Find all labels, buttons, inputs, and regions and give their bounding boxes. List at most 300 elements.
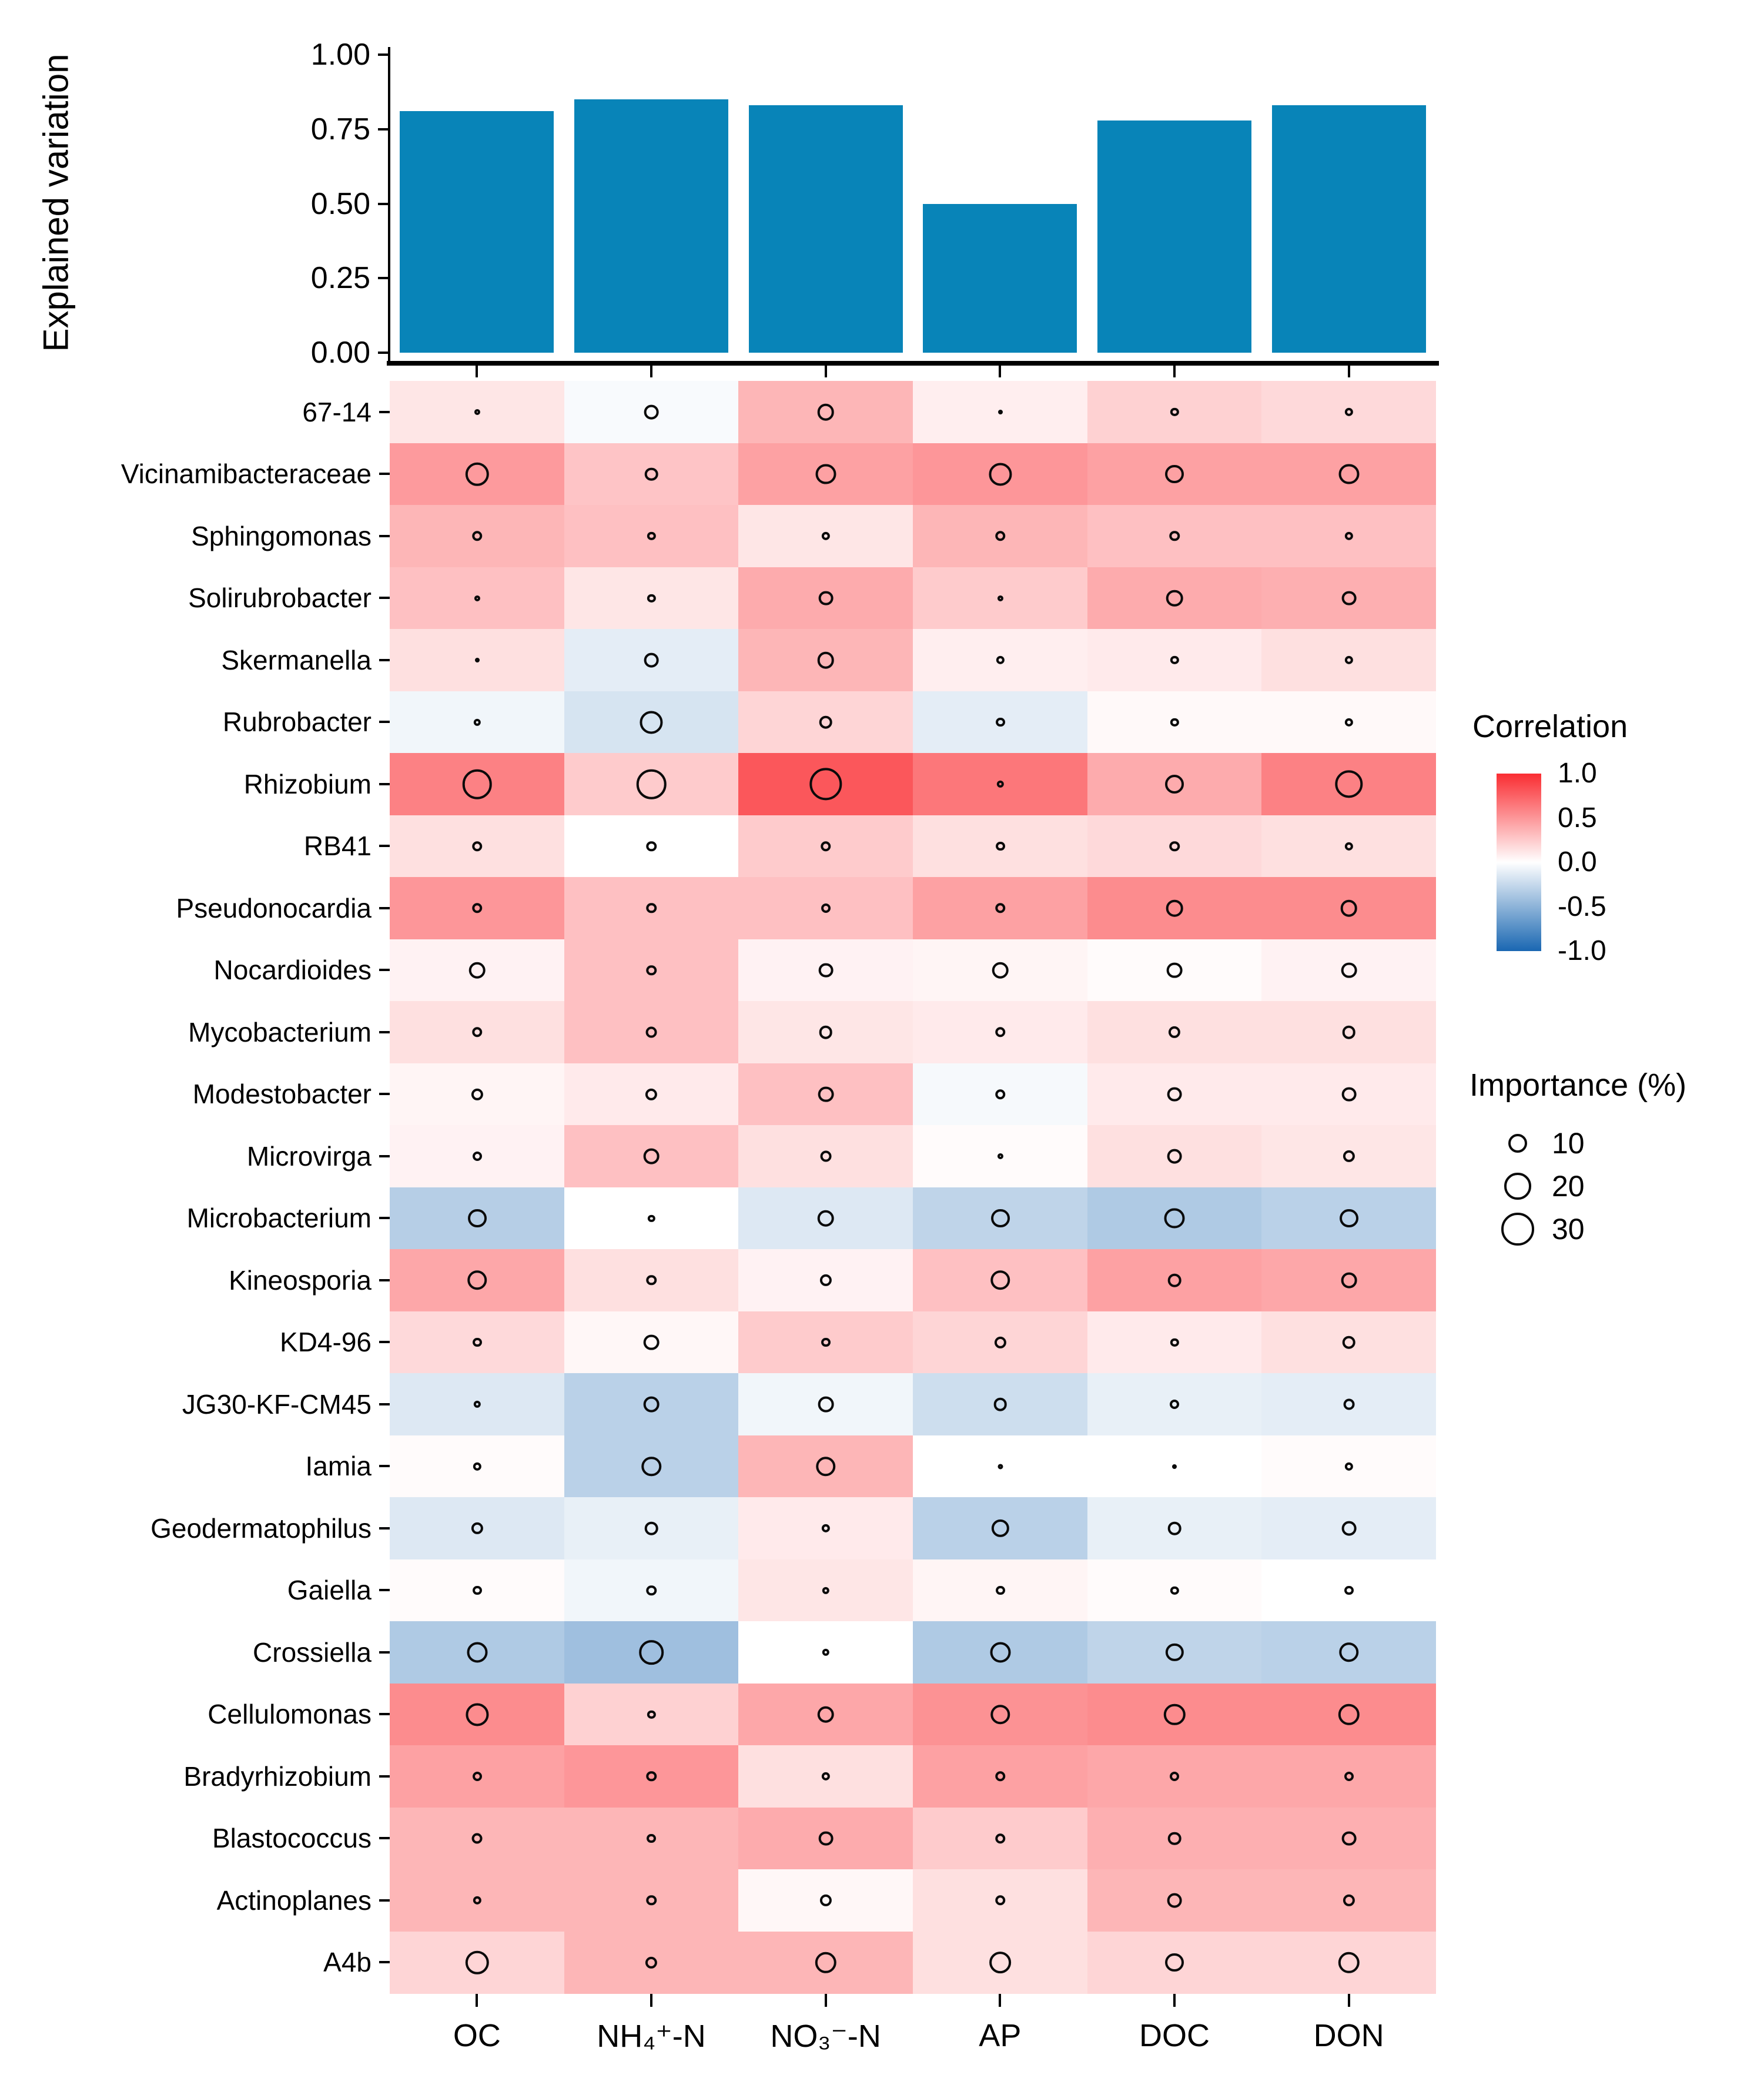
heatmap-cell [390,1125,564,1187]
heatmap-cell [1261,1187,1436,1250]
importance-circle [471,1088,483,1100]
importance-circle [645,1088,657,1100]
importance-circle [471,1833,483,1844]
heatmap-cell [1261,1373,1436,1435]
correlation-tick-label: -0.5 [1558,891,1606,922]
heatmap-cell [738,1435,913,1498]
heatmap-cell [1087,629,1262,691]
row-label: KD4-96 [280,1327,371,1358]
importance-circle [1342,1831,1357,1846]
heatmap-cell [1261,1684,1436,1746]
row-label: Microbacterium [186,1203,371,1234]
importance-circle [1169,841,1179,851]
importance-circle [819,963,834,978]
heatmap-cell [1261,1001,1436,1063]
heatmap-col-tick [999,1994,1001,2007]
heatmap-cell [738,1932,913,1994]
heatmap-cell [564,691,739,754]
importance-circle [646,841,656,851]
importance-circle [473,1152,482,1161]
heatmap-cell [1261,753,1436,815]
importance-circle [990,1270,1010,1290]
importance-legend-title: Importance (%) [1470,1067,1687,1103]
importance-circle [473,1338,482,1347]
heatmap-cell [913,443,1087,506]
importance-circle [1343,1150,1355,1162]
heatmap-cell [1087,815,1262,878]
bar-y-tick-label: 0.75 [310,112,370,146]
heatmap-cell [738,1311,913,1374]
bar-y-tick-label: 1.00 [310,38,370,72]
heatmap-cell [913,753,1087,815]
col-label: AP [979,2018,1022,2053]
heatmap-cell [1261,1932,1436,1994]
heatmap-cell [564,1745,739,1808]
importance-circle [996,781,1003,788]
heatmap-cell [1261,1745,1436,1808]
importance-circle [998,410,1003,414]
importance-circle [1170,656,1179,664]
heatmap-cell [913,877,1087,939]
importance-circle [1170,408,1179,416]
importance-circle [818,1706,835,1723]
bar [923,204,1077,353]
heatmap-cell [913,1125,1087,1187]
importance-circle [991,1209,1010,1228]
importance-circle [990,1642,1010,1663]
importance-circle [1172,1464,1177,1469]
heatmap-row-tick [379,597,390,599]
importance-circle [1166,590,1183,607]
heatmap-row-tick [379,783,390,785]
heatmap-cell [390,877,564,939]
heatmap-cell [564,1621,739,1684]
importance-circle [822,532,830,540]
correlation-tick-label: -1.0 [1558,935,1606,966]
heatmap-row-tick [379,1465,390,1467]
heatmap-row-tick [379,659,390,661]
heatmap-cell [564,505,739,567]
row-label: Solirubrobacter [188,583,371,614]
importance-circle [819,591,834,605]
heatmap-cell [738,1001,913,1063]
heatmap-cell [1261,691,1436,754]
importance-circle [646,1275,656,1285]
heatmap-row-tick [379,1093,390,1095]
importance-circle [820,1895,832,1906]
row-label: Rubrobacter [222,707,371,738]
importance-circle [998,595,1003,601]
heatmap-cell [738,443,913,506]
heatmap-cell [1087,1932,1262,1994]
importance-circle [472,841,482,851]
heatmap-row-tick [379,1775,390,1778]
heatmap-cell [564,1435,739,1498]
heatmap-cell [1261,381,1436,443]
importance-circle [995,1027,1005,1037]
heatmap-cell [738,1869,913,1932]
importance-circle [1167,1893,1182,1908]
importance-circle [998,1153,1003,1159]
importance-circle [647,532,655,540]
importance-circle [815,464,836,484]
importance-circle [465,462,488,486]
importance-legend-circle [1504,1173,1531,1199]
bar-x-tick [825,366,827,377]
heatmap-cell [390,1187,564,1250]
row-label: Actinoplanes [216,1885,371,1916]
importance-circle [1170,1772,1179,1781]
row-label: Blastococcus [212,1823,371,1854]
row-label: RB41 [303,831,371,862]
heatmap-cell [1087,1125,1262,1187]
bar-x-tick [650,366,652,377]
importance-circle [995,531,1005,541]
row-label: Sphingomonas [191,520,371,551]
importance-circle [1167,962,1183,978]
heatmap-cell [390,1684,564,1746]
importance-circle [1170,1586,1179,1594]
importance-circle [1340,1209,1358,1228]
importance-circle [646,1027,657,1038]
heatmap-cell [1087,939,1262,1002]
importance-circle [815,1952,836,1973]
importance-circle [647,594,655,602]
importance-circle [1342,1087,1357,1102]
col-label: OC [453,2018,501,2053]
heatmap-cell [390,1559,564,1622]
importance-circle [989,463,1012,486]
heatmap-cell [564,877,739,939]
importance-circle [468,962,486,979]
importance-circle [1343,1026,1356,1039]
bar-y-axis-title: Explained variation [36,53,76,352]
heatmap-cell [1261,629,1436,691]
heatmap-cell [564,1808,739,1870]
importance-circle [819,1831,834,1846]
heatmap-cell [564,443,739,506]
heatmap-cell [738,629,913,691]
heatmap-cell [564,1497,739,1559]
importance-circle [996,1586,1005,1595]
heatmap-cell [390,1001,564,1063]
heatmap-cell [1261,939,1436,1002]
heatmap-cell [1087,1435,1262,1498]
importance-circle [646,903,656,913]
heatmap-cell [738,1063,913,1126]
importance-circle [996,718,1005,727]
importance-circle [1165,1953,1184,1972]
importance-circle [1338,1952,1360,1973]
heatmap-cell [738,1559,913,1622]
importance-circle [809,768,842,800]
heatmap-col-tick [825,1994,827,2007]
heatmap-row-tick [379,1527,390,1530]
importance-circle [995,903,1005,913]
heatmap-cell [913,1187,1087,1250]
heatmap-cell [1261,505,1436,567]
heatmap-cell [390,505,564,567]
importance-circle [995,1833,1005,1843]
heatmap-col-tick [1348,1994,1350,2007]
importance-circle [995,1771,1005,1781]
importance-circle [1343,1399,1354,1410]
heatmap-col-tick [650,1994,652,2007]
row-label: A4b [323,1947,371,1978]
bar-y-tick-label: 0.25 [310,261,370,296]
bar-x-tick [1173,366,1176,377]
importance-circle [468,1209,487,1228]
heatmap-cell [390,1808,564,1870]
heatmap-cell [1087,1684,1262,1746]
heatmap-cell [390,1063,564,1126]
importance-circle [646,1585,656,1595]
heatmap-cell [738,939,913,1002]
importance-circle [1345,1462,1353,1470]
correlation-legend-title: Correlation [1472,709,1628,744]
heatmap-cell [390,1621,564,1684]
row-label: Kineosporia [229,1264,371,1296]
importance-circle [1344,1586,1354,1595]
heatmap-cell [913,1063,1087,1126]
importance-circle [472,903,482,913]
importance-circle [821,1338,831,1347]
heatmap-cell [913,1745,1087,1808]
bar-x-tick [476,366,478,377]
heatmap-cell [390,939,564,1002]
importance-circle [816,1457,835,1476]
importance-circle [473,718,480,725]
importance-circle [474,409,480,415]
bar [1272,105,1426,353]
heatmap-cell [564,1311,739,1374]
heatmap-cell [390,567,564,630]
heatmap-row-tick [379,1651,390,1654]
heatmap-cell [738,1187,913,1250]
heatmap-cell [738,567,913,630]
heatmap-col-tick [1173,1994,1176,2007]
importance-circle [475,658,480,662]
importance-circle [1343,1336,1356,1349]
importance-circle [1168,1832,1181,1845]
heatmap-cell [564,629,739,691]
importance-legend-circle [1508,1134,1527,1153]
row-label: Pseudonocardia [176,892,371,923]
heatmap-cell [1261,1808,1436,1870]
heatmap-cell [390,1373,564,1435]
importance-circle [640,711,663,734]
row-label: Bradyrhizobium [183,1761,371,1792]
importance-circle [644,1397,660,1413]
row-label: Crossiella [253,1636,371,1668]
importance-circle [645,1956,657,1968]
heatmap-cell [390,1311,564,1374]
heatmap-cell [1087,1745,1262,1808]
heatmap-cell [390,381,564,443]
importance-circle [1168,1274,1181,1287]
importance-circle [646,1771,656,1781]
heatmap-cell [738,505,913,567]
heatmap-row-tick [379,1155,390,1157]
heatmap-cell [1261,1559,1436,1622]
heatmap-cell [1261,815,1436,878]
heatmap-cell [390,629,564,691]
importance-circle [818,1086,834,1102]
importance-legend-circle [1501,1213,1534,1245]
importance-circle [1345,408,1353,416]
heatmap-cell [913,505,1087,567]
importance-circle [820,1151,831,1162]
importance-circle [462,769,492,799]
heatmap-cell [1261,1063,1436,1126]
importance-circle [474,595,480,601]
heatmap-cell [390,753,564,815]
row-label: Cellulomonas [207,1699,371,1730]
importance-circle [996,842,1005,851]
importance-circle [995,1089,1005,1099]
heatmap-cell [564,753,739,815]
heatmap-cell [738,1249,913,1311]
heatmap-cell [913,1373,1087,1435]
heatmap-cell [1261,877,1436,939]
heatmap-cell [564,1559,739,1622]
importance-circle [648,1214,655,1221]
heatmap-cell [738,815,913,878]
heatmap-cell [1261,1435,1436,1498]
importance-circle [1343,1895,1355,1906]
heatmap-col-tick [476,1994,478,2007]
importance-circle [992,962,1009,979]
heatmap-cell [564,1249,739,1311]
heatmap-cell [738,691,913,754]
importance-circle [1164,1208,1185,1229]
heatmap-cell [738,877,913,939]
heatmap-cell [1087,1311,1262,1374]
heatmap-row-tick [379,1961,390,1963]
heatmap-cell [564,1869,739,1932]
importance-circle [1341,962,1357,978]
heatmap-row-tick [379,1589,390,1591]
col-label: NH₄⁺-N [597,2019,706,2054]
importance-circle [473,1586,482,1595]
heatmap-cell [390,815,564,878]
correlation-gradient-bar [1497,774,1541,951]
heatmap-cell [913,381,1087,443]
row-label: Rhizobium [243,768,371,799]
correlation-tick-label: 0.5 [1558,802,1597,834]
heatmap-cell [390,691,564,754]
heatmap-cell [1261,443,1436,506]
heatmap-cell [913,1869,1087,1932]
importance-circle [996,656,1004,664]
heatmap-cell [564,1187,739,1250]
heatmap-cell [913,1311,1087,1374]
heatmap-cell [738,1621,913,1684]
heatmap-cell [1087,1808,1262,1870]
importance-circle [1164,1703,1185,1725]
importance-circle [822,1649,829,1656]
bar [400,111,554,353]
importance-circle [1338,464,1359,484]
importance-circle [1168,1522,1181,1535]
heatmap-row-tick [379,1713,390,1715]
importance-circle [1341,900,1358,917]
heatmap-panel [390,381,1436,1993]
heatmap-cell [1087,1063,1262,1126]
heatmap-cell [564,1684,739,1746]
heatmap-cell [564,939,739,1002]
heatmap-cell [738,1684,913,1746]
heatmap-cell [564,381,739,443]
importance-circle [821,903,831,913]
importance-circle [1169,1026,1180,1038]
row-label: Microvirga [246,1140,371,1172]
importance-circle [1165,775,1184,794]
heatmap-cell [738,1373,913,1435]
importance-circle [991,1520,1009,1537]
correlation-tick-label: 1.0 [1558,758,1597,789]
heatmap-cell [1087,381,1262,443]
col-label: DOC [1139,2018,1210,2053]
importance-circle [1344,1772,1354,1781]
importance-circle [998,1464,1003,1469]
bar-x-tick [999,366,1001,377]
heatmap-row-tick [379,1279,390,1281]
importance-circle [990,1705,1010,1724]
importance-circle [647,1834,656,1843]
importance-circle [473,1896,481,1905]
heatmap-cell [1087,567,1262,630]
bar [574,99,728,353]
importance-circle [645,1522,658,1535]
importance-circle [473,1401,480,1408]
importance-circle [818,404,835,421]
heatmap-row-tick [379,411,390,413]
bar [1097,121,1251,353]
heatmap-cell [1087,1373,1262,1435]
heatmap-cell [390,1932,564,1994]
importance-circle [473,1462,481,1470]
heatmap-cell [913,1621,1087,1684]
heatmap-cell [1261,1497,1436,1559]
heatmap-cell [738,1125,913,1187]
importance-circle [1167,1087,1182,1102]
heatmap-cell [1087,753,1262,815]
heatmap-cell [738,1745,913,1808]
importance-circle [1166,900,1183,917]
importance-circle [818,1210,835,1227]
heatmap-cell [1087,1187,1262,1250]
heatmap-cell [564,1373,739,1435]
heatmap-cell [1261,1311,1436,1374]
heatmap-cell [564,815,739,878]
importance-circle [822,1524,830,1532]
importance-circle [819,1026,833,1039]
importance-circle [472,1027,482,1037]
heatmap-cell [1261,1125,1436,1187]
importance-circle [644,653,659,668]
importance-circle [467,1642,487,1663]
heatmap-row-tick [379,721,390,723]
importance-circle [1170,718,1179,726]
importance-circle [819,715,833,729]
importance-circle [822,1587,829,1594]
row-label: Nocardioides [213,955,371,986]
heatmap-cell [913,1001,1087,1063]
heatmap-cell [1087,1621,1262,1684]
importance-circle [645,467,658,481]
importance-circle [994,1336,1006,1348]
